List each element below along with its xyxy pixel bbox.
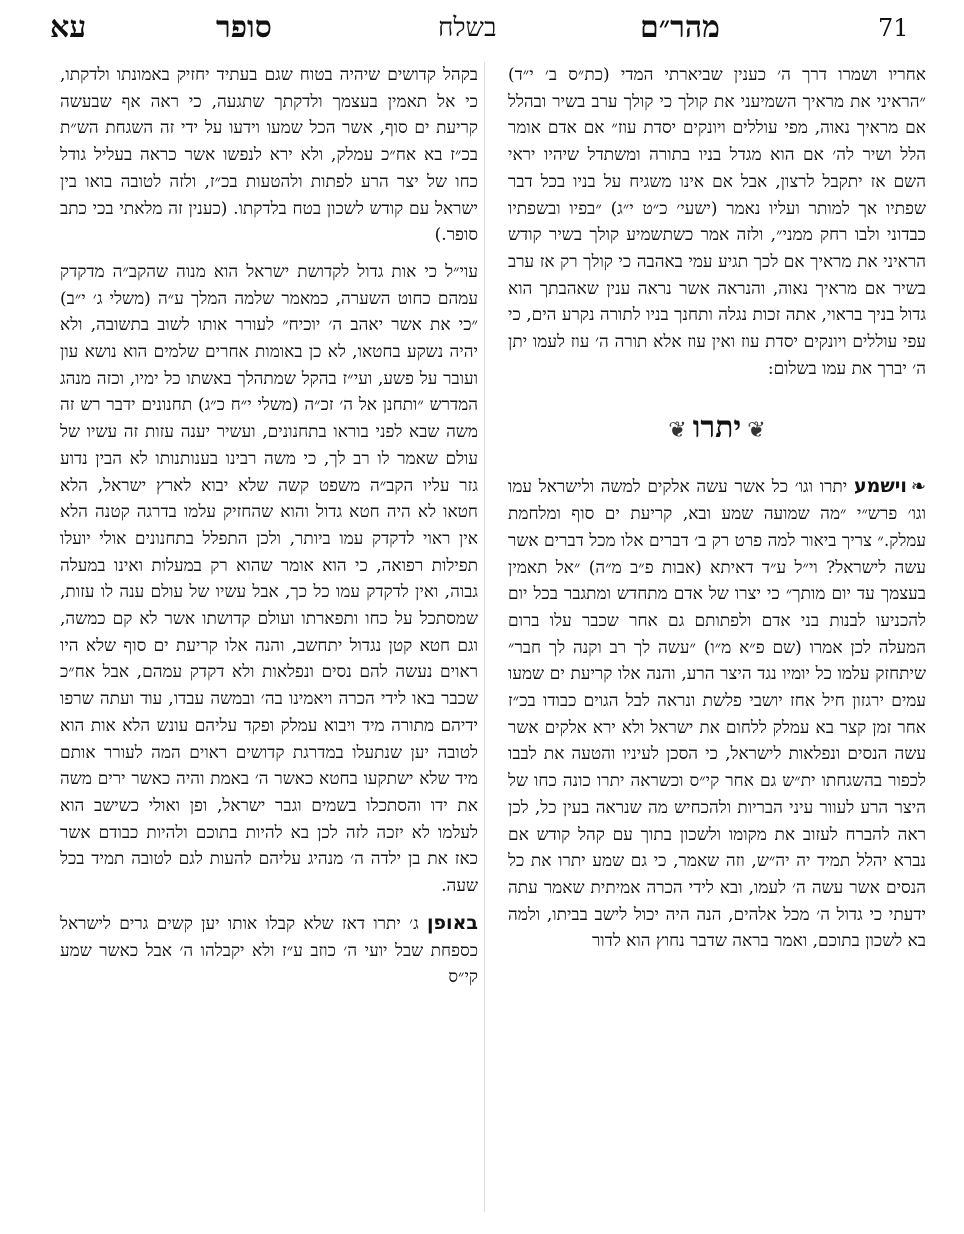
section-title: יתרו [692,410,742,446]
header-title-right: מהר״ם [640,10,720,45]
right-paragraph-2 [508,473,926,955]
paragraph-lead-word: באופן [427,911,478,934]
section-heading [508,408,926,451]
left-paragraph-1: בקהל קדושים שיהיה בטוח שגם בעתיד יחזיק באמונתו ולדקתו, כי אל תאמין בעצמך ולדקתך שתגעה, כי ראה אף שבעשה קריעת ים סוף, אשר הכל שמעו וידעו על ידי זה השגחת הש״ת בכ״ז בא אח״כ עמלק, ולא ירא לנפשו אשר כראה בעליל גודל כחו של יצר הרע לפתות ולהטעות בכ״ז, ולזה לטובה בואו בין ישראל עם קודש לשכון בטח בלדקתו. (כענין זה מלאתי בכי כתב סופר.) [60,65,478,246]
ornament-icon: ❦ [747,418,766,444]
leaf-icon: ❧ [910,476,926,498]
header-title-left: סופר [216,10,272,45]
ornament-icon: ❦ [668,418,687,444]
left-paragraph-3 [60,910,478,991]
right-paragraph-1: אחריו ושמרו דרך ה׳ כענין שביארתי המדי (כת״ס ב׳ י״ד) ״הראיני את מראיך השמיעני את קולך כי קולך ערב בשיר ובהלל אם מראיך נאוה, מפי עוללים ויונקים יסדת עוז״ אם אדם אומר הלל ושיר לה׳ אם הוא מגדל בניו בתורה ומשתדל שיהיו יראי השם אז יתקבל לרצון, אבל אם אינו משגיח על בניו בכל דבר שפתיו אך למותר ועליו נאמר (ישעי׳ כ״ט י״ג) ״בפיו ובשפתיו כבדוני ולבו רחק ממני״, ולזה אמר כשתשמיע קולך בשיר קודש הראיני את מראיך אם לכך תגיע עמי באהבה כי קולך רק אז ערב בשיר אם מראיך נאוה, והנראה אשר נראה ענין שאהבתך הוא גדול בניך בראוי, אתה זכות נגלה ותחנך בניו לתורה נקרע הים, כי עפי עוללים ויונקים יסדת עוז ואין עוז אלא תורה ה׳ עוז לעמו יתן ה׳ יברך את עמו בשלום: [508,65,926,379]
left-column [60,62,478,1222]
column-divider [484,62,485,1212]
running-header [40,8,924,48]
paragraph-text: ג׳ יתרו דאז שלא קבלו אותו יען קשים גרים לישראל כספחת שבל יועי ה׳ כוזב ע״ז ולא יקבלהו ה׳ אבל כאשר שמע קי״ס [60,913,478,988]
page-number: 71 [878,14,909,42]
hebrew-page-number: עא [50,10,87,45]
paragraph-lead-word: וישמע [853,475,907,498]
header-parsha: בשלח [438,13,497,43]
paragraph-text: יתרו וגו׳ כל אשר עשה אלקים למשה ולישראל עמו וגו׳ פרש״י ״מה שמועה שמע ובא, קריעת ים סוף ומלחמת עמלק.״ צריך ביאור למה פרט רק ב׳ דברים אלו מכל דברים אשר עשה לישראל? וי״ל ע״ד דאיתא (אבות פ״ב מ״ה) ״אל תאמין בעצמך עד יום מותך״ כי יצרו של אדם מתחדש ומתגבר בכל יום להכניעו לבנות בני אדם ולפתותם גם אחר שכבר עלו ברום המעלה לכן אמרו (שם פ״א מ״ו) ״עשה לך רב וקנה לך חבר״ שיתחזק עלמו כל יומיו נגד היצר הרע, והנה אלו קריעת ים שמעו עמים ירגזון חיל אחז יושבי פלשת ונראה לבל הגוים כבודו בכ״ז אחר זמן קצר בא עמלק ללחום את ישראל ולא ירא אלקים אשר עשה הנסים ונפלאות לישראל, כי הסכן לעיניו והטעה את לבבו לכפור בהשגחתו ית״ש גם אחר קי״ס וכשראה יתרו כונה כחו של היצר הרע לעוור עיני הבריות ולהכחיש מה שנראה בעין כל, לכן ראה להברח לעזוב את מקומו ולשכון בתוך עם קהל קודש אם נברא יהלל תמיד יה יה״ש, וזה שאמר, כי גם שמע יתרו את כל הנסים אשר עשה ה׳ לעמו, ובא לידי הכרה אמיתית שאמר עתה ידעתי כי גדול ה׳ מכל אלהים, הנה היה יכול לישב בביתו, ולמה בא לשכון בתוכם, ואמר בראה שדבר נחוץ הוא לדור [508,477,926,952]
right-column [508,62,926,1222]
left-paragraph-2: עוי״ל כי אות גדול לקדושת ישראל הוא מנוה שהקב״ה מדקדק עמהם כחוט השערה, כמאמר שלמה המלך ע״ה (משלי ג׳ י״ב) ״כי את אשר יאהב ה׳ יוכיח״ לעורר אותו לשוב בתשובה, ולא יהיה נשקע בחטאו, לא כן באומות אחרים שלמים הוא נושא עון ועובר על פשע, ועי״ז בהקל שמתהלך באשתו כל ימיו, וכזה מנהג המדרש ״ותחנן אל ה׳ זכ״ה (משלי י״ח כ״ג) תחנונים ידבר רש זה משה שבא לפני בוראו בתחנונים, ועשיר יענה עזות זה עשיו של עולם שאמר לו רב לך, כי משה רבינו בענותנותו לא הבין נדוע גזר עליו הקב״ה משפט קשה שלא יבוא לארץ ישראל, הלא חטאו לא היה חטא גדול והוא שהחזיק עלמו בדרגה קטנה הלא אין ראוי לדקדק עמו ביותר, ולכן התפלל בתחנונים אולי יועלו תפילות רפואה, כי הוא אומר שהוא רק במעלות ואינו במעלה גבוה, ואין לדקדק עמו כל כך, אבל עשיו של עולם ענה לו עזות, שמסתכל על כחו ותפארתו ועולם קדושתו אשר לא קם כמשה, וגם חטא קטן נגדול יתחשב, והנה אלו קריעת ים סוף שלא היו ראוים נעשה להם נסים ונפלאות ולא דקדק עמהם, אבל אח״כ שכבר באו לידי הכרה ויאמינו בה׳ ובמשה עבדו, עוד ועתה שרפו ידיהם מתורה מיד ויבוא עמלק ופקד עליהם עונש הלא אות הוא לטובה יען שנתעלו במדרגת קדושים ראוים המה לעורר אותם מיד שלא ישתקעו בחטא כאשר ה׳ באמת והיה כאשר ירים משה את ידו והסתכלו בשמים וגבר ישראל, ופן ואולי כשישב הוא לעלמו לא יזכה לזה לכן בא להיות בתוכם ולהיות כבודם אשר כאז את בן ילדה ה׳ מנהיג עליהם להעות לגם לטובה תמיד בכל שעה. [60,261,478,897]
